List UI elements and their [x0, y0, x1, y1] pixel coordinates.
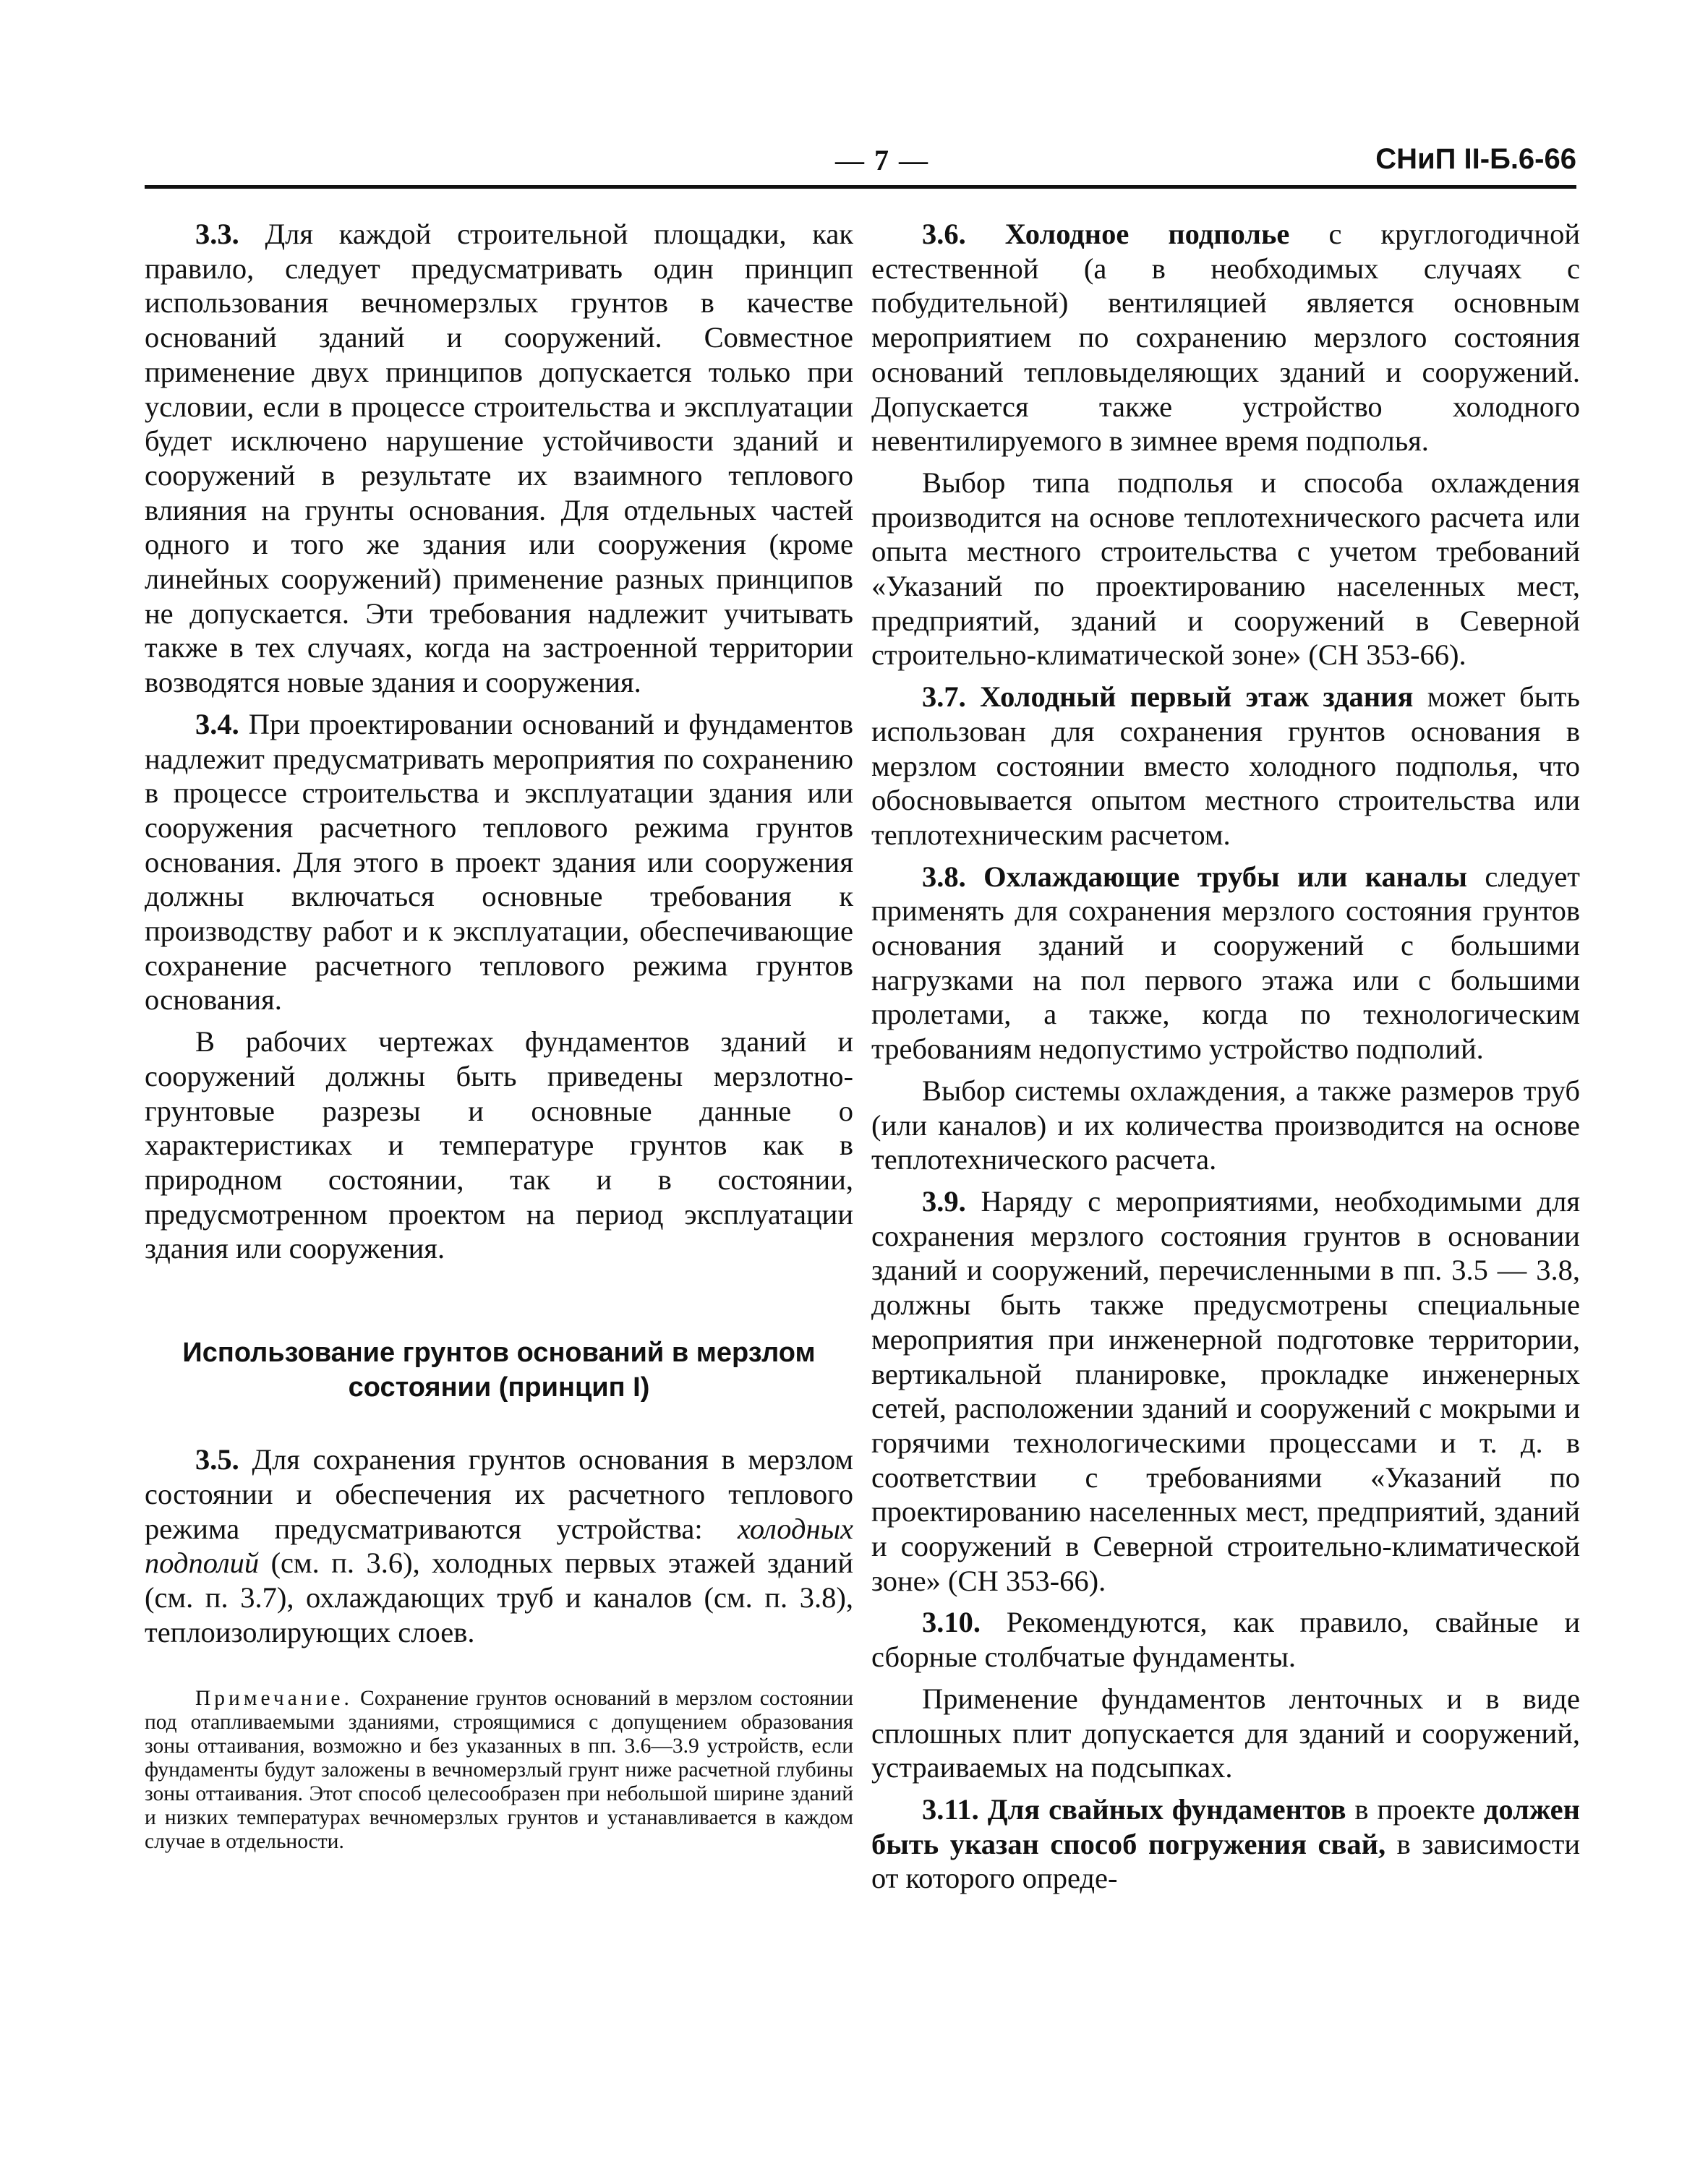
bold-term: Охлаждающие трубы или каналы — [983, 860, 1468, 893]
paragraph-3-8-continued: Выбор системы охлаждения, а также размеров труб (или каналов) и их количества производится на основе теплотехнического расчета. — [871, 1074, 1580, 1176]
paragraph-3-8 — [871, 860, 1580, 1066]
paragraph-text: с круглогодичной естественной (а в необходимых случаях с побудительной) вентиляцией является основным мероприятием по сохранению мерзлого состояния оснований тепловыделяющих зданий и сооружений. Допускается также устройство холодного невентилируемого в зимнее время подполья. — [871, 218, 1581, 458]
paragraph-3-6 — [871, 217, 1580, 458]
bold-term: Для свайных фундаментов — [987, 1792, 1346, 1826]
italic-term: холодных подполий — [145, 1512, 853, 1580]
clause-number: 3.8. — [922, 860, 966, 893]
paragraph-text: Рекомендуются, как правило, свайные и сборные столбчатые фундаменты. — [871, 1606, 1581, 1674]
section-heading-line-2: состоянии (принцип I) — [348, 1372, 650, 1403]
paragraph-text: Наряду с мероприятиями, необходимыми для сохранения мерзлого состояния грунтов в основании зданий и сооружений, перечисленными в пп. 3.5 — 3.8, должны быть также предусмотрены специальные мероприятия при инженерной подготовке территории, вертикальной планировке, прокладке инженерных сетей, расположении зданий и сооружений с мокрыми и горячими технологическими процессами и т. д. в соответствии с требованиями «Указаний по проектированию населенных мест, предприятий, зданий и сооружений в Северной строительно-климатической зоне» (СН 353-66). — [871, 1184, 1580, 1597]
paragraph-3-10 — [871, 1605, 1580, 1674]
page-number: — 7 — — [835, 144, 929, 176]
paragraph-text: Для каждой строительной площадки, как правило, следует предусматривать один принцип использования вечномерзлых грунтов в качестве оснований зданий и сооружений. Совместное применение двух принципов допускается только при условии, если в процессе строительства и эксплуатации будет исключено нарушение устойчивости зданий и сооружений в результате их взаимного теплового влияния на грунты основания. Для отдельных частей одного и того же здания или сооружения (кроме линейных сооружений) применение разных принципов не допускается. Эти требования надлежит учитывать также в тех случаях, когда на застроенной территории возводятся новые здания и сооружения. — [145, 218, 854, 699]
note-label: Примечание. — [195, 1687, 353, 1711]
note — [145, 1687, 853, 1854]
clause-number: 3.10. — [922, 1606, 981, 1639]
document-code: СНиП II-Б.6-66 — [1375, 143, 1576, 175]
paragraph-text-continued: в зависимости от которого опреде- — [871, 1827, 1580, 1895]
paragraph-3-5 — [145, 1442, 853, 1649]
paragraph-text-continued: (см. п. 3.6), холодных первых этажей зданий (см. п. 3.7), охлаждающих труб и каналов (см. п. 3.8), теплоизолирующих слоев. — [145, 1547, 853, 1648]
paragraph-3-3 — [145, 217, 853, 700]
paragraph-text: в проекте — [1354, 1792, 1475, 1826]
right-column — [871, 217, 1580, 1903]
paragraph-text: Для сохранения грунтов основания в мерзлом состоянии и обеспечения их расчетного теплового режима предусматриваются устройства: — [145, 1443, 854, 1545]
section-heading-line-1: Использование грунтов оснований в мерзлом — [182, 1338, 816, 1369]
paragraph-3-9 — [871, 1184, 1580, 1598]
clause-number: 3.11. — [922, 1792, 979, 1826]
paragraph-3-11 — [871, 1792, 1580, 1896]
paragraph-text: При проектировании оснований и фундаментов надлежит предусматривать мероприятия по сохранению в процессе строительства и эксплуатации здания или сооружения расчетного теплового режима грунтов основания. Для этого в проект здания или сооружения должны включаться основные требования к производству работ и к эксплуатации, обеспечивающие сохранение расчетного теплового режима грунтов основания. — [145, 707, 853, 1017]
bold-term: Холодный первый этаж здания — [980, 680, 1414, 714]
bold-term-2: должен быть указан способ погружения свай, — [871, 1792, 1580, 1860]
note-text: Сохранение грунтов оснований в мерзлом состоянии под отапливаемыми зданиями, строящимися с допущением образования зоны оттаивания, возможно и без указанных в пп. 3.6—3.9 устройств, если фундаменты будут заложены в вечномерзлый грунт ниже расчетной глубины зоны оттаивания. Этот способ целесообразен при небольшой ширине зданий и низких температурах вечномерзлых грунтов и устанавливается в каждом случае в отдельности. — [145, 1687, 854, 1854]
paragraph-3-4-continued: В рабочих чертежах фундаментов зданий и сооружений должны быть приведены мерзлотно-грунтовые разрезы и основные данные о характеристиках и температуре грунтов как в природном состоянии, так и в состоянии, предусмотренном проектом на период эксплуатации здания или сооружения. — [145, 1025, 853, 1265]
paragraph-text: может быть использован для сохранения грунтов основания в мерзлом состоянии вместо холодного подполья, что обосновывается опытом местного строительства или теплотехническим расчетом. — [871, 680, 1581, 851]
clause-number: 3.6. — [922, 218, 966, 250]
clause-number: 3.7. — [922, 680, 966, 714]
section-heading — [145, 1335, 853, 1405]
clause-number: 3.4. — [195, 707, 239, 740]
paragraph-3-6-continued: Выбор типа подполья и способа охлаждения производится на основе теплотехнического расчета или опыта местного строительства с учетом требований «Указаний по проектированию населенных мест, предприятий, зданий и сооружений в Северной строительно-климатической зоне» (СН 353-66). — [871, 466, 1580, 672]
paragraph-3-4 — [145, 707, 853, 1017]
header-rule — [145, 185, 1576, 189]
bold-term: Холодное подполье — [1004, 218, 1290, 250]
clause-number: 3.5. — [195, 1443, 239, 1476]
left-column — [145, 217, 853, 1854]
clause-number: 3.9. — [922, 1184, 966, 1218]
paragraph-3-7 — [871, 680, 1580, 852]
paragraph-text: следует применять для сохранения мерзлого состояния грунтов основания зданий и сооружений с большими нагрузками на пол первого этажа или с большими пролетами, а также, когда по технологическим требованиям недопустимо устройство подполий. — [871, 860, 1580, 1066]
paragraph-3-10-continued: Применение фундаментов ленточных и в виде сплошных плит допускается для зданий и сооружений, устраиваемых на подсыпках. — [871, 1682, 1580, 1784]
clause-number: 3.3. — [195, 218, 239, 250]
